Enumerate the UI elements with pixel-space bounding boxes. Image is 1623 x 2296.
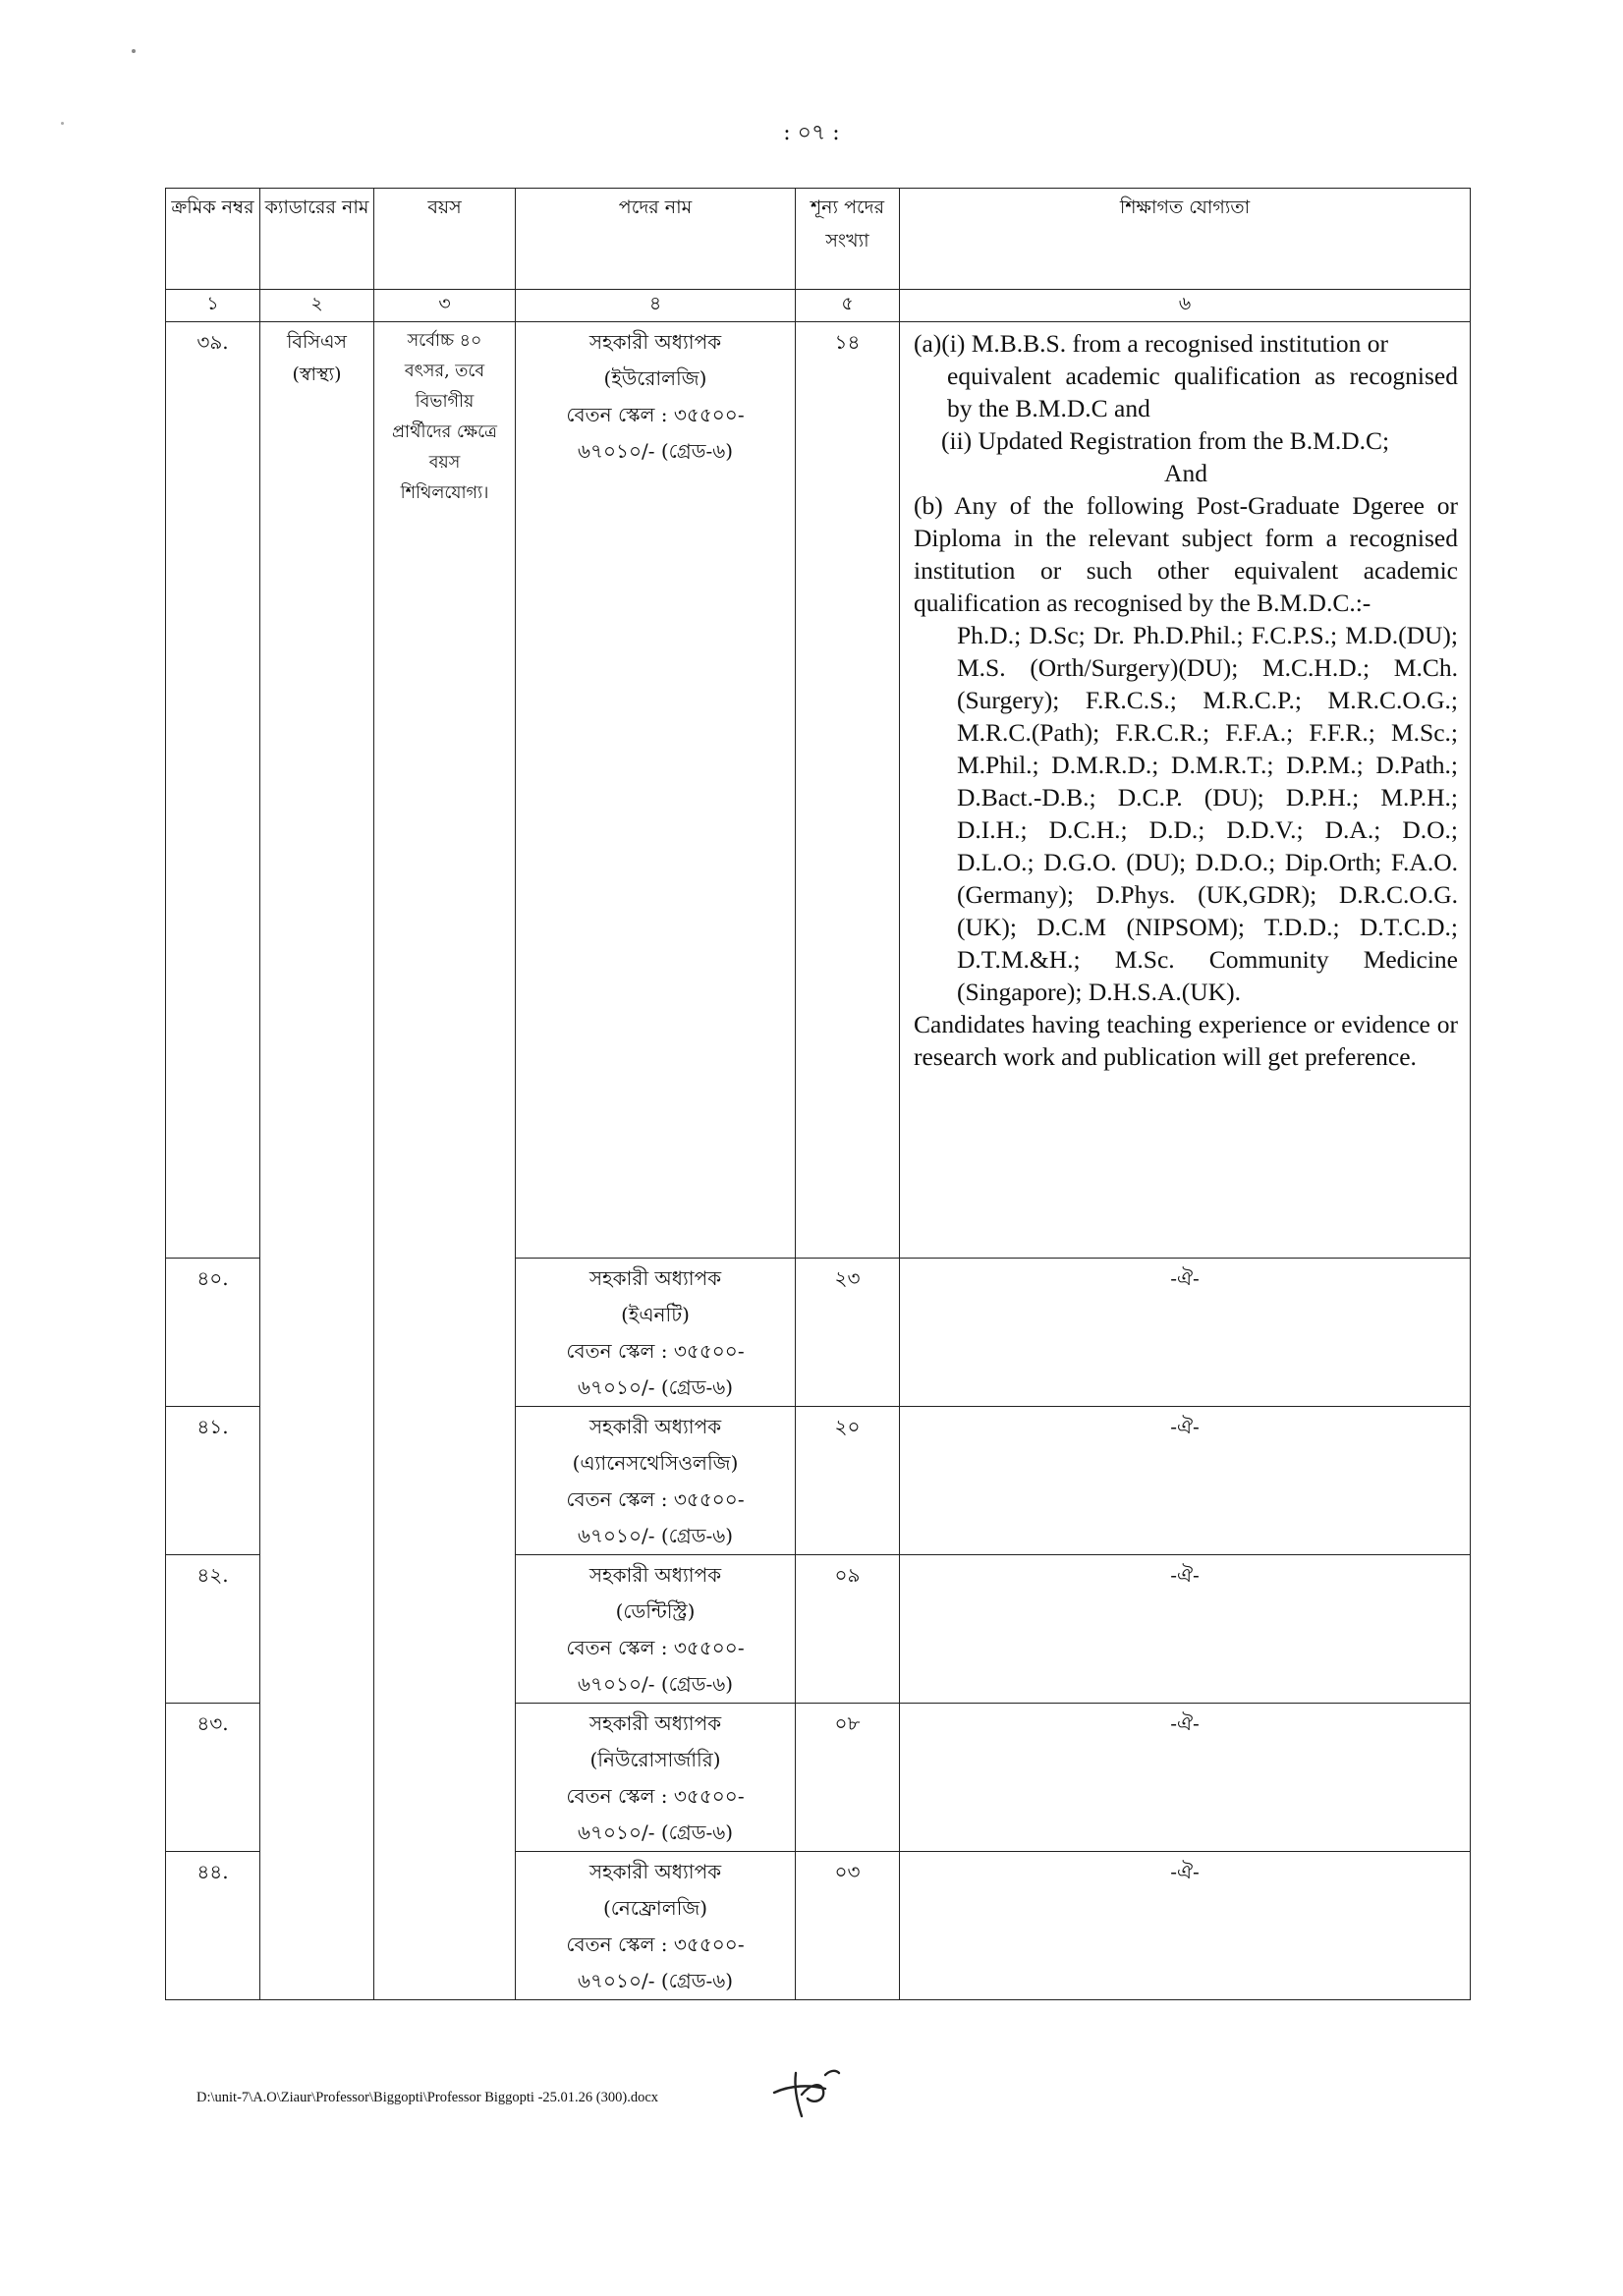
pay-grade: ৬৭০১০/- (গ্রেড-৬) (577, 1672, 734, 1696)
vacancy-count: ২৩ (796, 1259, 900, 1407)
qualification-a-i: (a)(i) M.B.B.S. from a recognised institution or (914, 329, 1389, 358)
pay-grade: ৬৭০১০/- (গ্রেড-৬) (577, 1375, 734, 1399)
cadre-name: বিসিএস (স্বাস্থ্য) (260, 322, 374, 2000)
education-ditto: -ঐ- (900, 1259, 1471, 1407)
post-subject: (ডেন্টিস্ট্রি) (615, 1599, 696, 1623)
education-qualification (900, 322, 1471, 1259)
education-ditto: -ঐ- (900, 1704, 1471, 1852)
qualification-and: And (1164, 459, 1207, 487)
post-subject: (নেফ্রোলজি) (602, 1896, 708, 1920)
pay-scale: বেতন স্কেল : ৩৫৫০০- (566, 1487, 745, 1511)
scan-speck (132, 49, 136, 53)
education-ditto: -ঐ- (900, 1555, 1471, 1704)
post-title: সহকারী অধ্যাপক (588, 1860, 722, 1883)
pay-grade: ৬৭০১০/- (গ্রেড-৬) (577, 439, 734, 463)
signature-mark (766, 2055, 855, 2124)
qualification-b: (b) Any of the following Post-Graduate Dgeree or Diploma in the relevant subject form a recognised institution or such other equivalent academic qualification as recognised by the B.M.D.C.:- (914, 491, 1458, 617)
column-number: ২ (260, 290, 374, 322)
header-age: বয়স (374, 189, 516, 290)
pay-grade: ৬৭০১০/- (গ্রেড-৬) (577, 1969, 734, 1992)
pay-scale: বেতন স্কেল : ৩৫৫০০- (566, 403, 745, 426)
post-name (516, 1852, 796, 2000)
vacancy-table (165, 188, 1471, 2000)
serial-number: ৩৯. (166, 322, 260, 1259)
age-rule: সর্বোচ্চ ৪০ বৎসর, তবে বিভাগীয় প্রার্থীদের ক্ষেত্রে বয়স শিথিলযোগ্য। (374, 322, 516, 2000)
column-number: ৩ (374, 290, 516, 322)
post-name (516, 1704, 796, 1852)
post-title: সহকারী অধ্যাপক (588, 1711, 722, 1735)
qualification-a-ii: (ii) Updated Registration from the B.M.D.C; (941, 426, 1390, 455)
post-subject: (ইউরোলজি) (603, 366, 707, 390)
post-name (516, 322, 796, 1259)
vacancy-count: ২০ (796, 1407, 900, 1555)
vacancy-count: ০৮ (796, 1704, 900, 1852)
pay-scale: বেতন স্কেল : ৩৫৫০০- (566, 1636, 745, 1659)
post-title: সহকারী অধ্যাপক (588, 1415, 722, 1438)
post-title: সহকারী অধ্যাপক (588, 1563, 722, 1587)
post-subject: (ইএনটি) (621, 1303, 690, 1326)
header-serial: ক্রমিক নম্বর (166, 189, 260, 290)
serial-number: ৪১. (166, 1407, 260, 1555)
column-number: ১ (166, 290, 260, 322)
serial-number: ৪৩. (166, 1704, 260, 1852)
column-number: ৪ (516, 290, 796, 322)
post-title: সহকারী অধ্যাপক (588, 330, 722, 354)
header-education: শিক্ষাগত যোগ্যতা (900, 189, 1471, 290)
preference-note: Candidates having teaching experience or evidence or research work and publication will get preference. (914, 1010, 1458, 1071)
vacancy-count: ০৩ (796, 1852, 900, 2000)
post-name (516, 1259, 796, 1407)
serial-number: ৪২. (166, 1555, 260, 1704)
post-subject: (এ্যানেসথেসিওলজি) (572, 1451, 739, 1475)
column-number: ৫ (796, 290, 900, 322)
column-number: ৬ (900, 290, 1471, 322)
header-post: পদের নাম (516, 189, 796, 290)
education-ditto: -ঐ- (900, 1407, 1471, 1555)
serial-number: ৪০. (166, 1259, 260, 1407)
vacancy-count: ০৯ (796, 1555, 900, 1704)
serial-number: ৪৪. (166, 1852, 260, 2000)
header-cadre: ক্যাডারের নাম (260, 189, 374, 290)
pay-grade: ৬৭০১০/- (গ্রেড-৬) (577, 1524, 734, 1547)
degree-list: Ph.D.; D.Sc; Dr. Ph.D.Phil.; F.C.P.S.; M.D.(DU); M.S. (Orth/Surgery)(DU); M.C.H.D.; M.Ch. (Surgery); F.R.C.S.; M.R.C.P.; M.R.C.O.G.; M.R.C.(Path); F.R.C.R.; F.F.A.; F.F.R.; M.Sc.; M.Phil.; D.M.R.D.; D.M.R.T.; D.P.M.; D.Path.; D.Bact.-D.B.; D.C.P. (DU); D.P.H.; M.P.H.; D.I.H.; D.C.H.; D.D.; D.D.V.; D.A.; D.O.; D.L.O.; D.G.O. (DU); D.D.O.; Dip.Orth; F.A.O.(Germany); D.Phys. (UK,GDR); D.R.C.O.G.(UK); D.C.M (NIPSOM); T.D.D.; D.T.C.D.; D.T.M.&H.; M.Sc. Community Medicine (Singapore); D.H.S.A.(UK). (957, 621, 1458, 1006)
pay-scale: বেতন স্কেল : ৩৫৫০০- (566, 1784, 745, 1808)
file-path: D:\unit-7\A.O\Ziaur\Professor\Biggopti\Professor Biggopti -25.01.26 (300).docx (196, 2090, 659, 2105)
post-name (516, 1555, 796, 1704)
post-title: সহকারী অধ্যাপক (588, 1266, 722, 1290)
education-ditto: -ঐ- (900, 1852, 1471, 2000)
post-name (516, 1407, 796, 1555)
header-row (166, 189, 1471, 290)
pay-scale: বেতন স্কেল : ৩৫৫০০- (566, 1932, 745, 1956)
column-number-row (166, 290, 1471, 322)
vacancy-count: ১৪ (796, 322, 900, 1259)
pay-scale: বেতন স্কেল : ৩৫৫০০- (566, 1339, 745, 1363)
qualification-a-i-cont: equivalent academic qualification as recognised by the B.M.D.C and (947, 362, 1458, 422)
page-number: : ০৭ : (783, 121, 840, 145)
post-subject: (নিউরোসার্জারি) (589, 1748, 721, 1771)
header-vacancy: শূন্য পদের সংখ্যা (796, 189, 900, 290)
table-row (166, 322, 1471, 1259)
pay-grade: ৬৭০১০/- (গ্রেড-৬) (577, 1820, 734, 1844)
